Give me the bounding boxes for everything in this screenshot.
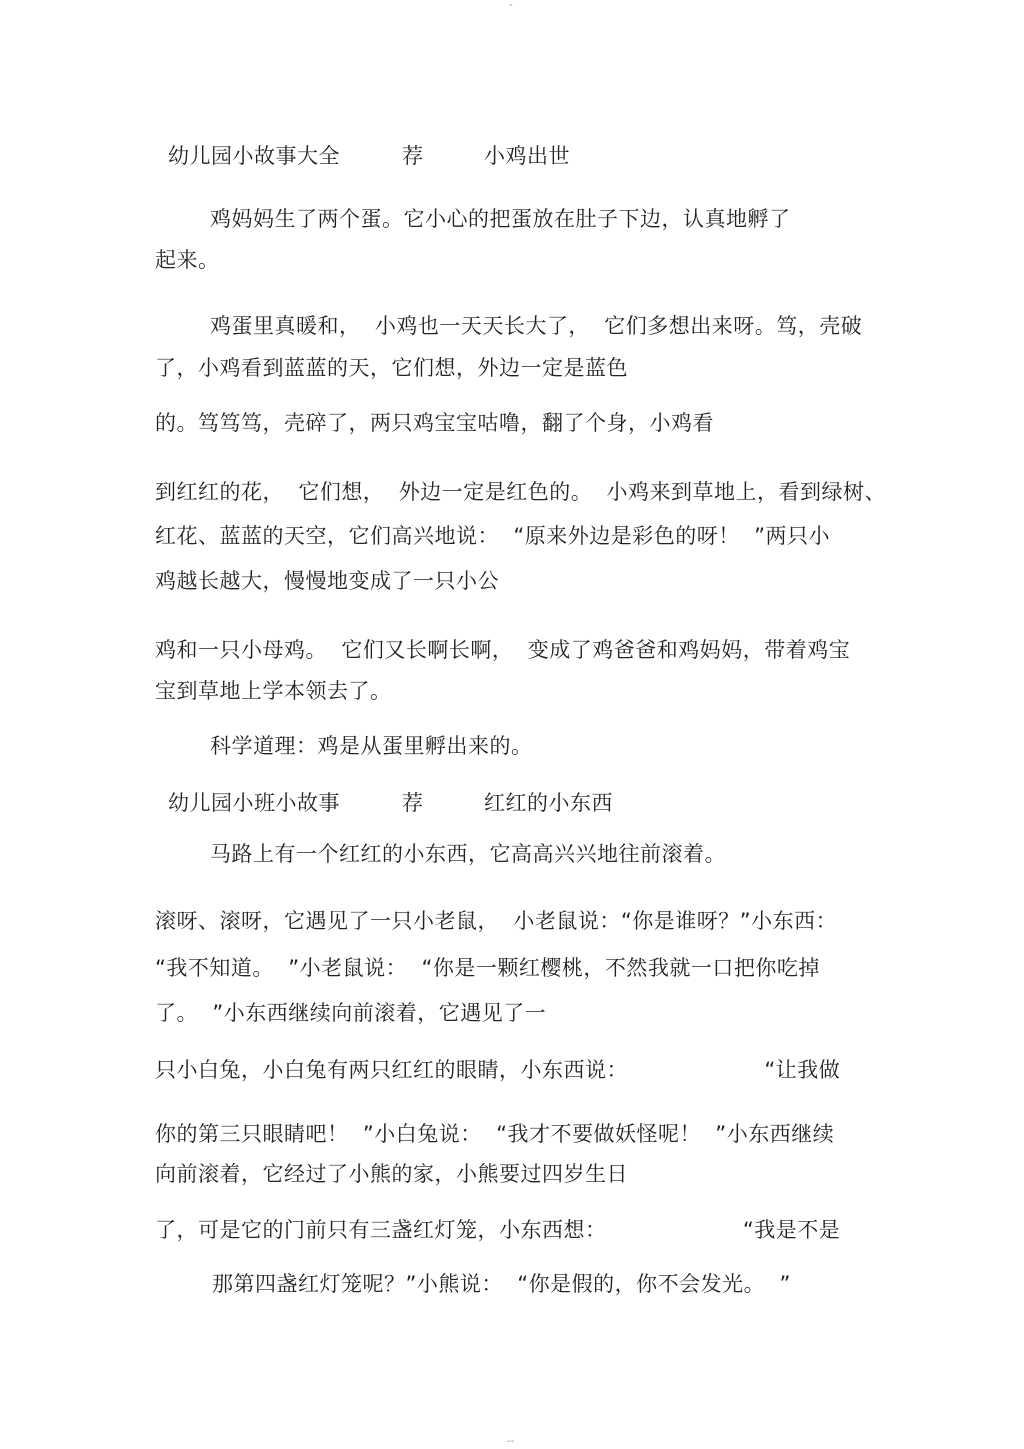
heading-series: 幼儿园小故事大全 <box>168 144 340 168</box>
heading-title: 红红的小东西 <box>484 791 613 815</box>
paragraph-line: “我不知道。 ”小老鼠说： “你是一颗红樱桃，不然我就一口把你吃掉 <box>155 956 820 980</box>
heading-series: 幼儿园小班小故事 <box>168 791 340 815</box>
paragraph-line: 了，可是它的门前只有三盏红灯笼，小东西想： “我是不是 <box>155 1218 841 1242</box>
paragraph-line: 了，小鸡看到蓝蓝的天，它们想，外边一定是蓝色 <box>155 356 628 380</box>
page-top-mark: - <box>509 0 513 11</box>
paragraph-line: 只小白兔，小白兔有两只红红的眼睛，小东西说： “让我做 <box>155 1058 841 1082</box>
paragraph-line: 的。笃笃笃，壳碎了，两只鸡宝宝咕噜，翻了个身，小鸡看 <box>155 411 714 435</box>
moral-line: 科学道理：鸡是从蛋里孵出来的。 <box>210 734 533 758</box>
heading-tag: 荐 <box>402 144 424 168</box>
paragraph-line: 向前滚着，它经过了小熊的家，小熊要过四岁生日 <box>155 1162 628 1186</box>
heading-title: 小鸡出世 <box>484 144 570 168</box>
heading-tag: 荐 <box>402 791 424 815</box>
page-bottom-mark: -- <box>507 1436 515 1447</box>
paragraph-line: 那第四盏红灯笼呢？”小熊说： “你是假的，你不会发光。 ” <box>212 1272 791 1296</box>
paragraph-line: 红花、蓝蓝的天空，它们高兴地说： “原来外边是彩色的呀！ ”两只小 <box>155 524 830 548</box>
paragraph-line: 马路上有一个红红的小东西，它高高兴兴地往前滚着。 <box>210 842 726 866</box>
paragraph-line: 了。 ”小东西继续向前滚着，它遇见了一 <box>155 1001 547 1025</box>
paragraph-line: 到红红的花， 它们想， 外边一定是红色的。 小鸡来到草地上，看到绿树、 <box>155 480 887 504</box>
paragraph-line: 鸡越长越大，慢慢地变成了一只小公 <box>155 569 499 593</box>
paragraph-line: 起来。 <box>155 248 220 272</box>
paragraph-line: 滚呀、滚呀，它遇见了一只小老鼠， 小老鼠说：“你是谁呀？”小东西： <box>155 909 838 933</box>
paragraph-line: 宝到草地上学本领去了。 <box>155 679 392 703</box>
paragraph-line: 鸡和一只小母鸡。 它们又长啊长啊， 变成了鸡爸爸和鸡妈妈，带着鸡宝 <box>155 638 851 662</box>
paragraph-line: 你的第三只眼睛吧！ ”小白兔说： “我才不要做妖怪呢！ ”小东西继续 <box>155 1122 835 1146</box>
paragraph-line: 鸡妈妈生了两个蛋。它小心的把蛋放在肚子下边，认真地孵了 <box>210 207 791 231</box>
paragraph-line: 鸡蛋里真暖和， 小鸡也一天天长大了， 它们多想出来呀。笃，壳破 <box>210 314 863 338</box>
